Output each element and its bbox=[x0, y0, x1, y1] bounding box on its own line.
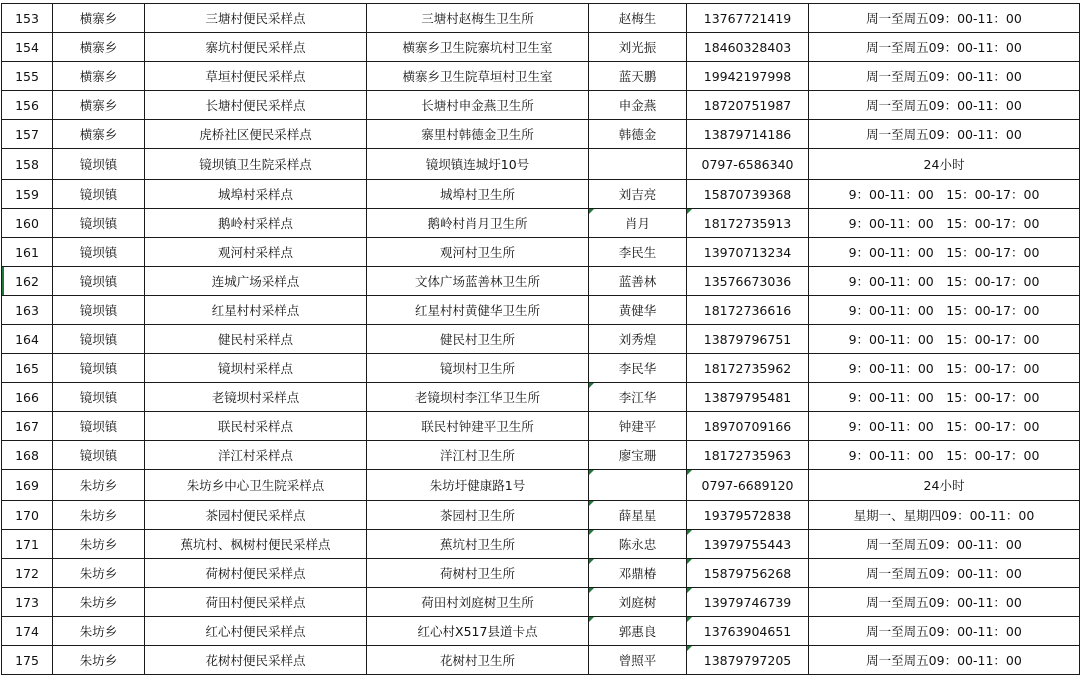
table-row bbox=[2, 383, 1080, 412]
table-row bbox=[2, 646, 1080, 675]
contact-person-cell[interactable]: 韩德金 bbox=[589, 120, 687, 149]
table-row bbox=[2, 267, 1080, 296]
contact-person-cell[interactable]: 刘光振 bbox=[589, 33, 687, 62]
township-cell[interactable]: 朱坊乡 bbox=[53, 588, 145, 617]
address-cell[interactable]: 联民村钟建平卫生所 bbox=[367, 412, 589, 441]
sampling-site-cell[interactable]: 荷树村便民采样点 bbox=[145, 559, 367, 588]
phone-cell[interactable]: 13879795481 bbox=[687, 383, 809, 412]
phone-cell[interactable]: 19379572838 bbox=[687, 501, 809, 530]
table-row bbox=[2, 412, 1080, 441]
row-number-cell[interactable]: 157 bbox=[2, 120, 53, 149]
address-cell[interactable]: 老镜坝村李江华卫生所 bbox=[367, 383, 589, 412]
phone-cell[interactable]: 18720751987 bbox=[687, 91, 809, 120]
contact-person-cell[interactable]: 李民华 bbox=[589, 354, 687, 383]
phone-cell[interactable]: 18970709166 bbox=[687, 412, 809, 441]
phone-cell[interactable]: 15870739368 bbox=[687, 180, 809, 209]
address-cell[interactable]: 观河村卫生所 bbox=[367, 238, 589, 267]
row-number-cell[interactable]: 166 bbox=[2, 383, 53, 412]
row-number-cell[interactable]: 174 bbox=[2, 617, 53, 646]
table-row bbox=[2, 120, 1080, 149]
contact-person-cell[interactable]: 钟建平 bbox=[589, 412, 687, 441]
table-row bbox=[2, 149, 1080, 180]
row-number-cell[interactable]: 165 bbox=[2, 354, 53, 383]
row-number-cell[interactable]: 154 bbox=[2, 33, 53, 62]
contact-person-cell[interactable]: 陈永忠 bbox=[589, 530, 687, 559]
service-hours-cell[interactable]: 24小时 bbox=[809, 149, 1080, 180]
row-number-cell[interactable]: 159 bbox=[2, 180, 53, 209]
contact-person-cell[interactable]: 刘庭树 bbox=[589, 588, 687, 617]
row-number-cell[interactable]: 160 bbox=[2, 209, 53, 238]
service-hours-cell[interactable]: 周一至周五09：00-11：00 bbox=[809, 91, 1080, 120]
address-cell[interactable]: 镜坝镇连城圩10号 bbox=[367, 149, 589, 180]
row-number-cell[interactable]: 153 bbox=[2, 4, 53, 33]
address-cell[interactable]: 洋江村卫生所 bbox=[367, 441, 589, 470]
contact-person-cell[interactable]: 曾照平 bbox=[589, 646, 687, 675]
row-number-cell[interactable]: 162 bbox=[2, 267, 53, 296]
sampling-site-cell[interactable]: 长塘村便民采样点 bbox=[145, 91, 367, 120]
phone-cell[interactable]: 0797-6586340 bbox=[687, 149, 809, 180]
service-hours-cell[interactable]: 9：00-11：00 15：00-17：00 bbox=[809, 209, 1080, 238]
township-cell[interactable]: 镜坝镇 bbox=[53, 180, 145, 209]
row-number-cell[interactable]: 164 bbox=[2, 325, 53, 354]
phone-cell[interactable]: 15879756268 bbox=[687, 559, 809, 588]
contact-person-cell[interactable]: 郭惠良 bbox=[589, 617, 687, 646]
service-hours-cell[interactable]: 9：00-11：00 15：00-17：00 bbox=[809, 354, 1080, 383]
service-hours-cell[interactable]: 9：00-11：00 15：00-17：00 bbox=[809, 412, 1080, 441]
sampling-site-cell[interactable]: 茶园村便民采样点 bbox=[145, 501, 367, 530]
service-hours-cell[interactable]: 9：00-11：00 15：00-17：00 bbox=[809, 180, 1080, 209]
address-cell[interactable]: 鹅岭村肖月卫生所 bbox=[367, 209, 589, 238]
phone-cell[interactable]: 13879714186 bbox=[687, 120, 809, 149]
township-cell[interactable]: 朱坊乡 bbox=[53, 646, 145, 675]
township-cell[interactable]: 镜坝镇 bbox=[53, 209, 145, 238]
sampling-site-cell[interactable]: 洋江村采样点 bbox=[145, 441, 367, 470]
contact-person-cell[interactable] bbox=[589, 470, 687, 501]
phone-cell[interactable]: 13979755443 bbox=[687, 530, 809, 559]
contact-person-cell[interactable]: 刘秀煌 bbox=[589, 325, 687, 354]
township-cell[interactable]: 朱坊乡 bbox=[53, 470, 145, 501]
phone-cell[interactable]: 0797-6689120 bbox=[687, 470, 809, 501]
row-number-cell[interactable]: 167 bbox=[2, 412, 53, 441]
address-cell[interactable]: 横寨乡卫生院寨坑村卫生室 bbox=[367, 33, 589, 62]
township-cell[interactable]: 朱坊乡 bbox=[53, 617, 145, 646]
table-body bbox=[2, 4, 1080, 675]
row-number-cell[interactable]: 168 bbox=[2, 441, 53, 470]
table-row bbox=[2, 559, 1080, 588]
sampling-site-cell[interactable]: 红星村村采样点 bbox=[145, 296, 367, 325]
table-row bbox=[2, 62, 1080, 91]
sampling-site-cell[interactable]: 镜坝镇卫生院采样点 bbox=[145, 149, 367, 180]
service-hours-cell[interactable]: 周一至周五09：00-11：00 bbox=[809, 530, 1080, 559]
service-hours-cell[interactable]: 周一至周五09：00-11：00 bbox=[809, 559, 1080, 588]
phone-cell[interactable]: 13767721419 bbox=[687, 4, 809, 33]
service-hours-cell[interactable]: 周一至周五09：00-11：00 bbox=[809, 62, 1080, 91]
phone-cell[interactable]: 13576673036 bbox=[687, 267, 809, 296]
service-hours-cell[interactable]: 9：00-11：00 15：00-17：00 bbox=[809, 238, 1080, 267]
table-row bbox=[2, 501, 1080, 530]
row-number-cell[interactable]: 155 bbox=[2, 62, 53, 91]
sampling-site-cell[interactable]: 红心村便民采样点 bbox=[145, 617, 367, 646]
address-cell[interactable]: 长塘村申金燕卫生所 bbox=[367, 91, 589, 120]
row-number-cell[interactable]: 158 bbox=[2, 149, 53, 180]
table-row bbox=[2, 354, 1080, 383]
sampling-site-cell[interactable]: 荷田村便民采样点 bbox=[145, 588, 367, 617]
row-number-cell[interactable]: 170 bbox=[2, 501, 53, 530]
service-hours-cell[interactable]: 9：00-11：00 15：00-17：00 bbox=[809, 296, 1080, 325]
table-row bbox=[2, 238, 1080, 267]
sampling-site-cell[interactable]: 连城广场采样点 bbox=[145, 267, 367, 296]
service-hours-cell[interactable]: 周一至周五09：00-11：00 bbox=[809, 33, 1080, 62]
sampling-site-cell[interactable]: 草垣村便民采样点 bbox=[145, 62, 367, 91]
township-cell[interactable]: 镜坝镇 bbox=[53, 354, 145, 383]
address-cell[interactable]: 花树村卫生所 bbox=[367, 646, 589, 675]
sampling-site-cell[interactable]: 镜坝村采样点 bbox=[145, 354, 367, 383]
table-row bbox=[2, 588, 1080, 617]
table-row bbox=[2, 180, 1080, 209]
township-cell[interactable]: 横寨乡 bbox=[53, 120, 145, 149]
township-cell[interactable]: 镜坝镇 bbox=[53, 412, 145, 441]
table-row bbox=[2, 470, 1080, 501]
sampling-site-cell[interactable]: 朱坊乡中心卫生院采样点 bbox=[145, 470, 367, 501]
service-hours-cell[interactable]: 周一至周五09：00-11：00 bbox=[809, 4, 1080, 33]
sampling-site-cell[interactable]: 老镜坝村采样点 bbox=[145, 383, 367, 412]
service-hours-cell[interactable]: 星期一、星期四09：00-11：00 bbox=[809, 501, 1080, 530]
phone-cell[interactable]: 13879797205 bbox=[687, 646, 809, 675]
address-cell[interactable]: 朱坊圩健康路1号 bbox=[367, 470, 589, 501]
sampling-site-cell[interactable]: 花树村便民采样点 bbox=[145, 646, 367, 675]
service-hours-cell[interactable]: 9：00-11：00 15：00-17：00 bbox=[809, 383, 1080, 412]
address-cell[interactable]: 蕉坑村卫生所 bbox=[367, 530, 589, 559]
contact-person-cell[interactable]: 刘吉亮 bbox=[589, 180, 687, 209]
row-number-cell[interactable]: 173 bbox=[2, 588, 53, 617]
table-row bbox=[2, 325, 1080, 354]
sampling-site-cell[interactable]: 城埠村采样点 bbox=[145, 180, 367, 209]
township-cell[interactable]: 朱坊乡 bbox=[53, 501, 145, 530]
sampling-site-cell[interactable]: 虎桥社区便民采样点 bbox=[145, 120, 367, 149]
phone-cell[interactable]: 18460328403 bbox=[687, 33, 809, 62]
table-row bbox=[2, 530, 1080, 559]
address-cell[interactable]: 荷田村刘庭树卫生所 bbox=[367, 588, 589, 617]
service-hours-cell[interactable]: 周一至周五09：00-11：00 bbox=[809, 646, 1080, 675]
sampling-site-cell[interactable]: 观河村采样点 bbox=[145, 238, 367, 267]
row-number-cell[interactable]: 163 bbox=[2, 296, 53, 325]
address-cell[interactable]: 横寨乡卫生院草垣村卫生室 bbox=[367, 62, 589, 91]
table-row bbox=[2, 91, 1080, 120]
sampling-site-cell[interactable]: 蕉坑村、枫树村便民采样点 bbox=[145, 530, 367, 559]
phone-cell[interactable]: 13979746739 bbox=[687, 588, 809, 617]
table-row bbox=[2, 296, 1080, 325]
sampling-site-cell[interactable]: 鹅岭村采样点 bbox=[145, 209, 367, 238]
township-cell[interactable]: 横寨乡 bbox=[53, 91, 145, 120]
township-cell[interactable]: 横寨乡 bbox=[53, 33, 145, 62]
address-cell[interactable]: 红星村村黄健华卫生所 bbox=[367, 296, 589, 325]
address-cell[interactable]: 文体广场蓝善林卫生所 bbox=[367, 267, 589, 296]
sampling-site-cell[interactable]: 联民村采样点 bbox=[145, 412, 367, 441]
contact-person-cell[interactable] bbox=[589, 149, 687, 180]
contact-person-cell[interactable]: 黄健华 bbox=[589, 296, 687, 325]
table-row bbox=[2, 4, 1080, 33]
township-cell[interactable]: 镜坝镇 bbox=[53, 325, 145, 354]
row-number-cell[interactable]: 171 bbox=[2, 530, 53, 559]
address-cell[interactable]: 城埠村卫生所 bbox=[367, 180, 589, 209]
township-cell[interactable]: 镜坝镇 bbox=[53, 149, 145, 180]
row-number-cell[interactable]: 156 bbox=[2, 91, 53, 120]
service-hours-cell[interactable]: 周一至周五09：00-11：00 bbox=[809, 617, 1080, 646]
table-row bbox=[2, 617, 1080, 646]
sampling-sites-table bbox=[1, 3, 1080, 675]
address-cell[interactable]: 茶园村卫生所 bbox=[367, 501, 589, 530]
phone-cell[interactable]: 18172736616 bbox=[687, 296, 809, 325]
contact-person-cell[interactable]: 邓鼎椿 bbox=[589, 559, 687, 588]
contact-person-cell[interactable]: 蓝善林 bbox=[589, 267, 687, 296]
township-cell[interactable]: 镜坝镇 bbox=[53, 441, 145, 470]
row-number-cell[interactable]: 161 bbox=[2, 238, 53, 267]
contact-person-cell[interactable]: 李江华 bbox=[589, 383, 687, 412]
service-hours-cell[interactable]: 9：00-11：00 15：00-17：00 bbox=[809, 441, 1080, 470]
table-row bbox=[2, 441, 1080, 470]
row-number-cell[interactable]: 175 bbox=[2, 646, 53, 675]
address-cell[interactable]: 红心村X517县道卡点 bbox=[367, 617, 589, 646]
service-hours-cell[interactable]: 周一至周五09：00-11：00 bbox=[809, 588, 1080, 617]
address-cell[interactable]: 健民村卫生所 bbox=[367, 325, 589, 354]
contact-person-cell[interactable]: 赵梅生 bbox=[589, 4, 687, 33]
service-hours-cell[interactable]: 9：00-11：00 15：00-17：00 bbox=[809, 267, 1080, 296]
sampling-site-cell[interactable]: 三塘村便民采样点 bbox=[145, 4, 367, 33]
township-cell[interactable]: 横寨乡 bbox=[53, 4, 145, 33]
township-cell[interactable]: 镜坝镇 bbox=[53, 267, 145, 296]
service-hours-cell[interactable]: 24小时 bbox=[809, 470, 1080, 501]
contact-person-cell[interactable]: 廖宝珊 bbox=[589, 441, 687, 470]
phone-cell[interactable]: 18172735913 bbox=[687, 209, 809, 238]
phone-cell[interactable]: 19942197998 bbox=[687, 62, 809, 91]
table-row bbox=[2, 209, 1080, 238]
address-cell[interactable]: 镜坝村卫生所 bbox=[367, 354, 589, 383]
sampling-site-cell[interactable]: 寨坑村便民采样点 bbox=[145, 33, 367, 62]
row-number-cell[interactable]: 169 bbox=[2, 470, 53, 501]
contact-person-cell[interactable]: 蓝天鹏 bbox=[589, 62, 687, 91]
township-cell[interactable]: 镜坝镇 bbox=[53, 383, 145, 412]
phone-cell[interactable]: 18172735962 bbox=[687, 354, 809, 383]
table-row bbox=[2, 33, 1080, 62]
contact-person-cell[interactable]: 申金燕 bbox=[589, 91, 687, 120]
township-cell[interactable]: 朱坊乡 bbox=[53, 530, 145, 559]
contact-person-cell[interactable]: 李民生 bbox=[589, 238, 687, 267]
phone-cell[interactable]: 18172735963 bbox=[687, 441, 809, 470]
contact-person-cell[interactable]: 肖月 bbox=[589, 209, 687, 238]
row-number-cell[interactable]: 172 bbox=[2, 559, 53, 588]
service-hours-cell[interactable]: 周一至周五09：00-11：00 bbox=[809, 120, 1080, 149]
township-cell[interactable]: 镜坝镇 bbox=[53, 296, 145, 325]
address-cell[interactable]: 三塘村赵梅生卫生所 bbox=[367, 4, 589, 33]
township-cell[interactable]: 镜坝镇 bbox=[53, 238, 145, 267]
phone-cell[interactable]: 13970713234 bbox=[687, 238, 809, 267]
service-hours-cell[interactable]: 9：00-11：00 15：00-17：00 bbox=[809, 325, 1080, 354]
phone-cell[interactable]: 13763904651 bbox=[687, 617, 809, 646]
township-cell[interactable]: 朱坊乡 bbox=[53, 559, 145, 588]
sampling-site-cell[interactable]: 健民村采样点 bbox=[145, 325, 367, 354]
address-cell[interactable]: 荷树村卫生所 bbox=[367, 559, 589, 588]
township-cell[interactable]: 横寨乡 bbox=[53, 62, 145, 91]
phone-cell[interactable]: 13879796751 bbox=[687, 325, 809, 354]
contact-person-cell[interactable]: 薛星星 bbox=[589, 501, 687, 530]
address-cell[interactable]: 寨里村韩德金卫生所 bbox=[367, 120, 589, 149]
